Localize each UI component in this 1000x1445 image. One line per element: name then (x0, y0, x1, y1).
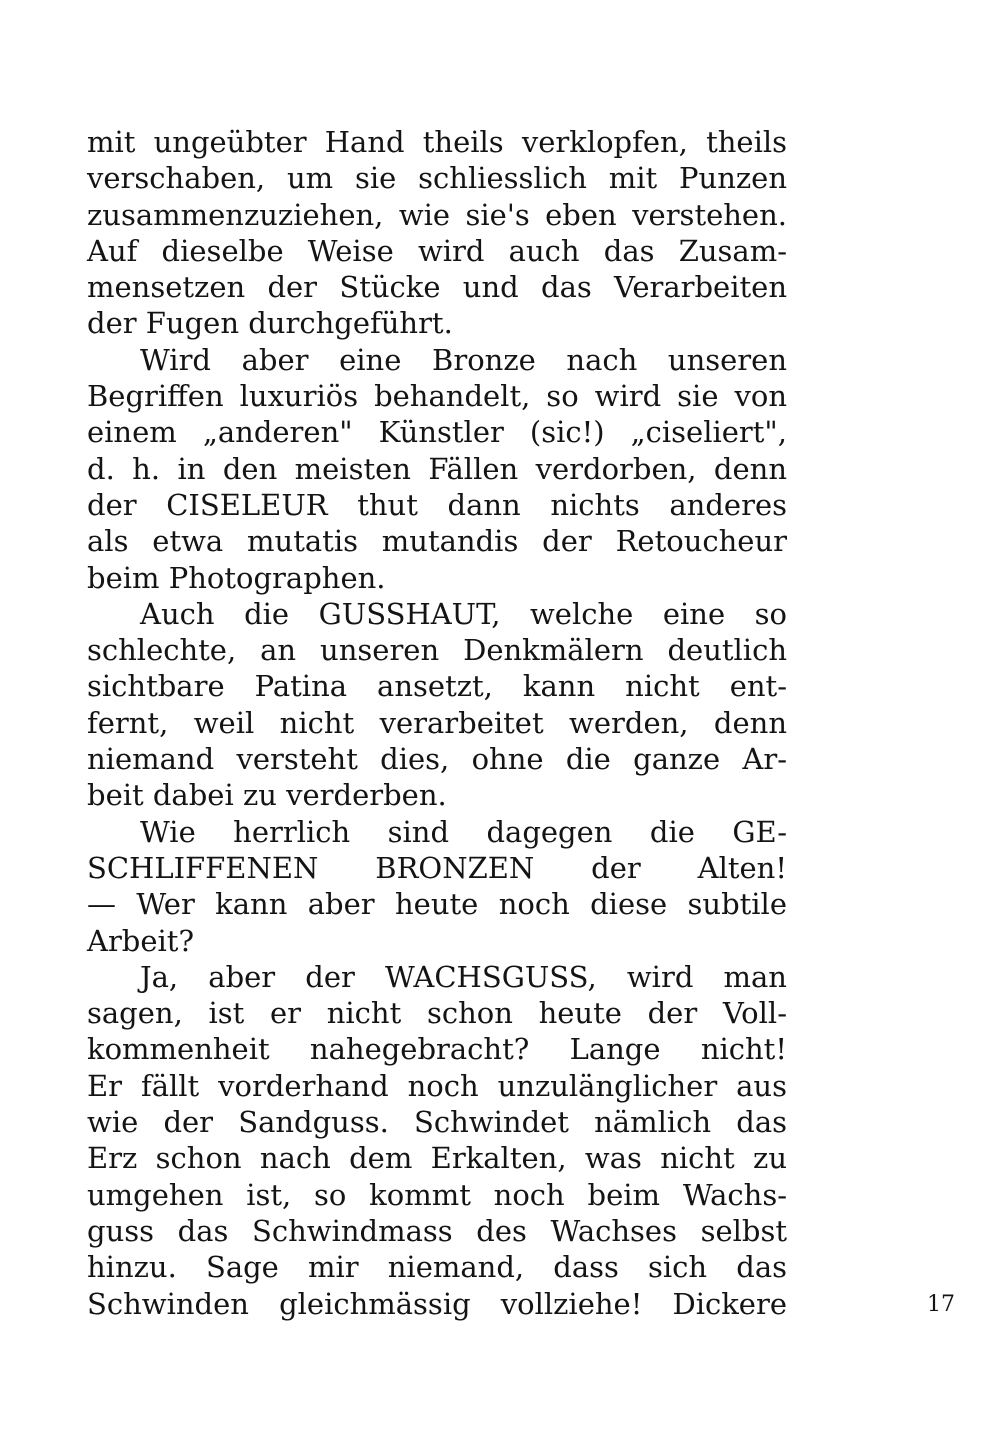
page-number: 17 (927, 1292, 955, 1317)
text-line: Ja, aber der WACHSGUSS, wird man (140, 959, 787, 994)
text-line: verschaben, um sie schliesslich mit Punzen (87, 161, 787, 196)
text-line: d. h. in den meisten Fällen verdorben, denn (87, 451, 787, 486)
text-line: Schwinden gleichmässig vollziehe! Dickere (87, 1286, 787, 1321)
text-line: Auch die GUSSHAUT, welche eine so (140, 596, 787, 631)
text-line: umgehen ist, so kommt noch beim Wachs- (87, 1177, 787, 1212)
text-line: der Fugen durchgeführt. (87, 306, 453, 341)
text-line: hinzu. Sage mir niemand, dass sich das (87, 1250, 787, 1285)
text-line: beim Photographen. (87, 560, 386, 595)
text-line: Auf dieselbe Weise wird auch das Zusam- (87, 233, 787, 268)
text-line: Erz schon nach dem Erkalten, was nicht zu (87, 1141, 787, 1176)
text-line: sagen, ist er nicht schon heute der Voll- (87, 996, 787, 1031)
text-line: SCHLIFFENEN BRONZEN der Alten! (87, 850, 787, 885)
body-text (87, 124, 787, 1322)
text-line: niemand versteht dies, ohne die ganze Ar- (87, 742, 787, 777)
text-line: schlechte, an unseren Denkmälern deutlich (87, 633, 787, 668)
text-line: fernt, weil nicht verarbeitet werden, denn (87, 705, 787, 740)
text-line: einem „anderen" Künstler (sic!) „ciseliert", (87, 415, 787, 450)
text-line: der CISELEUR thut dann nichts anderes (87, 487, 787, 522)
text-line: wie der Sandguss. Schwindet nämlich das (87, 1105, 787, 1140)
text-line: Er fällt vorderhand noch unzulänglicher aus (87, 1068, 787, 1103)
text-line: zusammenzuziehen, wie sie's eben verstehen. (87, 197, 787, 232)
text-line: beit dabei zu verderben. (87, 778, 447, 813)
text-line: sichtbare Patina ansetzt, kann nicht ent- (87, 669, 787, 704)
text-line: Arbeit? (87, 923, 195, 958)
text-line: Begriffen luxuriös behandelt, so wird sie von (87, 379, 787, 414)
text-line: mensetzen der Stücke und das Verarbeiten (87, 270, 787, 305)
text-line: als etwa mutatis mutandis der Retoucheur (87, 524, 787, 559)
text-line: guss das Schwindmass des Wachses selbst (87, 1213, 787, 1248)
text-line: — Wer kann aber heute noch diese subtile (87, 887, 787, 922)
text-line: Wird aber eine Bronze nach unseren (140, 342, 787, 377)
text-line: Wie herrlich sind dagegen die GE- (140, 814, 787, 849)
text-line: kommenheit nahegebracht? Lange nicht! (87, 1032, 787, 1067)
text-line: mit ungeübter Hand theils verklopfen, theils (87, 125, 787, 159)
